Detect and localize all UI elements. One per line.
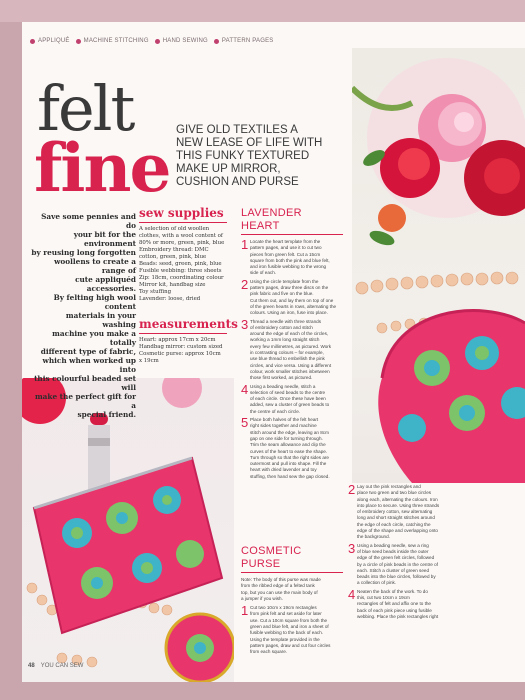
deck-text: [176, 124, 326, 189]
step-line: Using the circle template from the: [250, 278, 319, 284]
bullet-icon: [76, 39, 81, 44]
step-line: rectangles of felt and affix one to the: [357, 601, 431, 607]
step-line: from pink felt and set aside for later: [250, 611, 322, 617]
step-number: 3: [348, 540, 356, 556]
step-line: Cut them out, and lay them on top of one: [250, 297, 334, 303]
step: [241, 417, 343, 480]
step-line: pattern pages, draw and cut four circles: [250, 642, 331, 648]
step-line: of each circle. Once these have been: [250, 396, 326, 402]
step: [348, 484, 468, 541]
breadcrumb: [30, 35, 274, 47]
divider: [139, 333, 227, 334]
lavender-heart-section: [241, 207, 343, 482]
divider: [139, 222, 227, 223]
intro-line: special friend.: [77, 410, 136, 419]
supplies-line: A selection of old woollen: [139, 226, 210, 232]
intro-line: cute appliquéd accessories.: [75, 275, 136, 293]
step-number: 4: [348, 586, 356, 602]
note: [241, 577, 343, 602]
bottom-border: [0, 682, 525, 700]
step-number: 2: [241, 276, 249, 292]
supplies-line: Fusible webbing: three sheets: [139, 268, 222, 274]
title-felt: felt: [37, 72, 134, 145]
step-line: stuffing, then hand sew the gap closed.: [250, 473, 330, 479]
step-line: square from both the pink and blue felt,: [250, 257, 330, 263]
step-line: Trim the seam allowance and clip the: [250, 442, 326, 448]
step-number: 5: [241, 415, 249, 431]
breadcrumb-label: PATTERN PAGES: [221, 38, 274, 44]
step-line: working a 1mm long straight stitch: [250, 337, 320, 343]
step-line: pattern pages, and use it to cut two: [250, 245, 322, 251]
page-footer: [28, 663, 83, 669]
supplies-line: clothes, with a wool content of: [139, 233, 223, 239]
step-line: beads into the blue circles, followed by: [357, 574, 436, 580]
step-line: each. Stitch a cluster of green seed: [357, 567, 430, 573]
intro-line: by reusing long forgotten: [31, 248, 136, 257]
intro-text: [30, 212, 136, 419]
step-line: webbing. Place the pink rectangles right: [357, 613, 439, 619]
supplies-line: Beads: seed, green, pink, blue: [139, 261, 222, 267]
step-line: added, sew a cluster of green beads to: [250, 402, 330, 408]
step-line: circles, and vice versa. Using a different: [250, 362, 332, 368]
step-line: along each, alternating the colours. Iron: [357, 496, 438, 502]
step-line: Place both halves of the felt heart: [250, 417, 319, 423]
step-line: Turn through so that the right sides are: [250, 454, 329, 460]
step-line: a collection of pink.: [357, 580, 397, 586]
supplies-line: Toy stuffing: [139, 289, 172, 295]
bullet-icon: [214, 39, 219, 44]
step: [241, 276, 343, 317]
lavender-heading: LAVENDER HEART: [241, 207, 302, 232]
measurement-line: Heart: approx 17cm x 20cm: [139, 337, 216, 343]
step-line: heart with dried lavender and toy: [250, 467, 317, 473]
step-line: right sides together and machine: [250, 423, 317, 429]
note-line: from the ribbed edge of a felted tank: [241, 583, 315, 589]
step-line: into place to secure. Using three strands: [357, 502, 440, 508]
step-line: outermost and pull into shape. Fill the: [250, 461, 327, 467]
step-line: place two green and two blue circles: [357, 490, 432, 496]
step-line: in contrasting colours – for example,: [250, 350, 324, 356]
step-line: Cut two 10cm x 19cm rectangles: [250, 605, 317, 611]
step-line: the edge of each circle, catching the: [357, 521, 431, 527]
heart-photo: [352, 48, 525, 483]
breadcrumb-label: HAND SEWING: [162, 38, 208, 44]
step: [348, 540, 468, 587]
step: [348, 586, 468, 620]
deck-line: NEW LEASE OF LIFE WITH: [176, 137, 323, 149]
measurements-heading: measurements: [139, 317, 238, 331]
deck-line: MAKE UP MIRROR,: [176, 163, 281, 175]
step-line: Lay out the pink rectangles and: [357, 484, 421, 489]
step-line: back of each pink piece using fusible: [357, 607, 432, 613]
step-number: 3: [241, 316, 249, 332]
step-line: fusible webbing to the back of each.: [250, 630, 324, 636]
intro-line: machine you make a totally: [52, 329, 136, 347]
breadcrumb-item: [30, 38, 70, 44]
step-line: Neaten the back of the work. To do: [357, 588, 428, 594]
step-number: 2: [348, 482, 356, 497]
step-line: stitch around the edge, leaving an 8cm: [250, 429, 329, 435]
note-line: a jumper if you wish.: [241, 595, 283, 601]
step: [241, 316, 343, 382]
step-line: pink fabric and five on the blue.: [250, 291, 314, 297]
deck-line: THIS FUNKY TEXTURED: [176, 150, 310, 162]
step-line: of blue seed beads inside the outer: [357, 548, 429, 554]
right-column: [348, 484, 468, 622]
step-line: pattern pages, draw three discs on the: [250, 285, 329, 291]
intro-line: which when worked up into: [42, 356, 136, 374]
deck-line: CUSHION AND PURSE: [176, 176, 299, 188]
step-line: gap on one side for turning through.: [250, 435, 323, 441]
breadcrumb-item: [214, 38, 274, 44]
intro-line: your bit for the environment: [73, 230, 136, 248]
step: [241, 381, 343, 415]
step-line: of embroidery cotton and stitch: [250, 324, 313, 330]
step-line: Using a beading needle, stitch a: [250, 383, 316, 389]
intro-line: Save some pennies and do: [41, 212, 136, 230]
supplies-heading: sew supplies: [139, 206, 224, 220]
supplies-line: Embroidery thread: DMC: [139, 247, 209, 253]
step-line: edge of the shape and overlapping onto: [357, 528, 438, 534]
measurements-box: [139, 317, 238, 365]
step-line: pieces from green felt. Cut a 15cm: [250, 251, 321, 257]
step-line: this, cut two 10cm x 19cm: [357, 595, 410, 601]
step-line: colour, work smaller stitches inbetween: [250, 368, 330, 374]
step-line: every few millimetres, as pictured. Work: [250, 343, 332, 349]
cosmetic-purse-section: [241, 545, 343, 658]
breadcrumb-label: MACHINE STITCHING: [83, 38, 149, 44]
breadcrumb-label: APPLIQUÉ: [38, 38, 70, 44]
breadcrumb-item: [76, 38, 149, 44]
intro-line: By felting high wool content: [53, 293, 136, 311]
step-line: side of each.: [250, 270, 277, 276]
step-number: 4: [241, 381, 249, 397]
intro-line: materials in your washing: [65, 311, 136, 329]
intro-line: make the perfect gift for a: [34, 392, 136, 410]
step-line: of embroidery cotton, sew alternating: [357, 509, 433, 515]
step-line: from each square.: [250, 649, 288, 655]
step-number: 1: [241, 237, 249, 252]
step-line: those first worked, as pictured.: [250, 375, 313, 381]
step-line: Using a beading needle, sew a ring: [357, 542, 429, 548]
divider: [241, 234, 343, 235]
page-number: 48: [28, 663, 35, 669]
measurement-line: Cosmetic purse: approx 10cm: [139, 351, 221, 357]
step-line: the centre of each circle.: [250, 408, 301, 414]
step: [241, 605, 343, 655]
step-line: Locate the heart template from the: [250, 239, 321, 244]
step-line: by a circle of pink beads in the centre of: [357, 561, 438, 567]
magazine-name: YOU CAN SEW: [40, 663, 84, 669]
supplies-line: Zip: 18cm, coordinating colour: [139, 275, 224, 281]
step-line: selection of seed beads to the centre: [250, 389, 326, 395]
step-line: colours. Using an iron, fuse into place.: [250, 310, 328, 316]
step-line: of the green hearts in rows, alternating the: [250, 303, 337, 309]
supplies-box: [139, 207, 235, 303]
deck-line: GIVE OLD TEXTILES A: [176, 124, 298, 136]
cosmetic-heading: COSMETIC PURSE: [241, 545, 302, 570]
step: [241, 239, 343, 277]
supplies-line: Lavender: loose, dried: [139, 296, 201, 302]
note-line: top, but you can use the main body of: [241, 589, 318, 595]
supplies-line: Mirror kit, handbag size: [139, 282, 206, 288]
top-border: [0, 0, 525, 22]
divider: [241, 572, 343, 573]
measurement-line: x 19cm: [139, 358, 159, 364]
step-line: Using the template provided in the: [250, 636, 320, 642]
bullet-icon: [155, 39, 160, 44]
step-line: edge of the green felt circles, followed: [357, 555, 435, 561]
intro-line: different type of fabric,: [40, 347, 136, 356]
title-fine: fine: [34, 129, 170, 207]
measurement-line: Handbag mirror: custom sized: [139, 344, 223, 350]
step-line: curves of the heart to ease the shape.: [250, 448, 328, 454]
step-line: around the edge of each of the circles,: [250, 331, 329, 337]
step-line: long and short straight stitches around: [357, 515, 435, 521]
purse-photo: [22, 378, 234, 682]
intro-line: this colourful beaded set will: [34, 374, 136, 392]
note-line: Note: The body of this purse was made: [241, 577, 321, 582]
bullet-icon: [30, 39, 35, 44]
supplies-line: 80% or more, green, pink, blue: [139, 240, 225, 246]
step-number: 1: [241, 603, 249, 619]
breadcrumb-item: [155, 38, 208, 44]
step-line: use. Cut a 10cm square from both the: [250, 617, 328, 623]
step-line: and iron fusible webbing to the wrong: [250, 264, 327, 270]
step-line: use blue thread to embellish the pink: [250, 356, 325, 362]
step-line: the background.: [357, 534, 390, 540]
step-line: green and blue felt, and iron a sheet of: [250, 624, 329, 630]
intro-line: woollens to create a range of: [54, 257, 136, 275]
step-line: Thread a needle with three strands: [250, 318, 321, 324]
supplies-line: cotton, green, pink, blue: [139, 254, 207, 260]
